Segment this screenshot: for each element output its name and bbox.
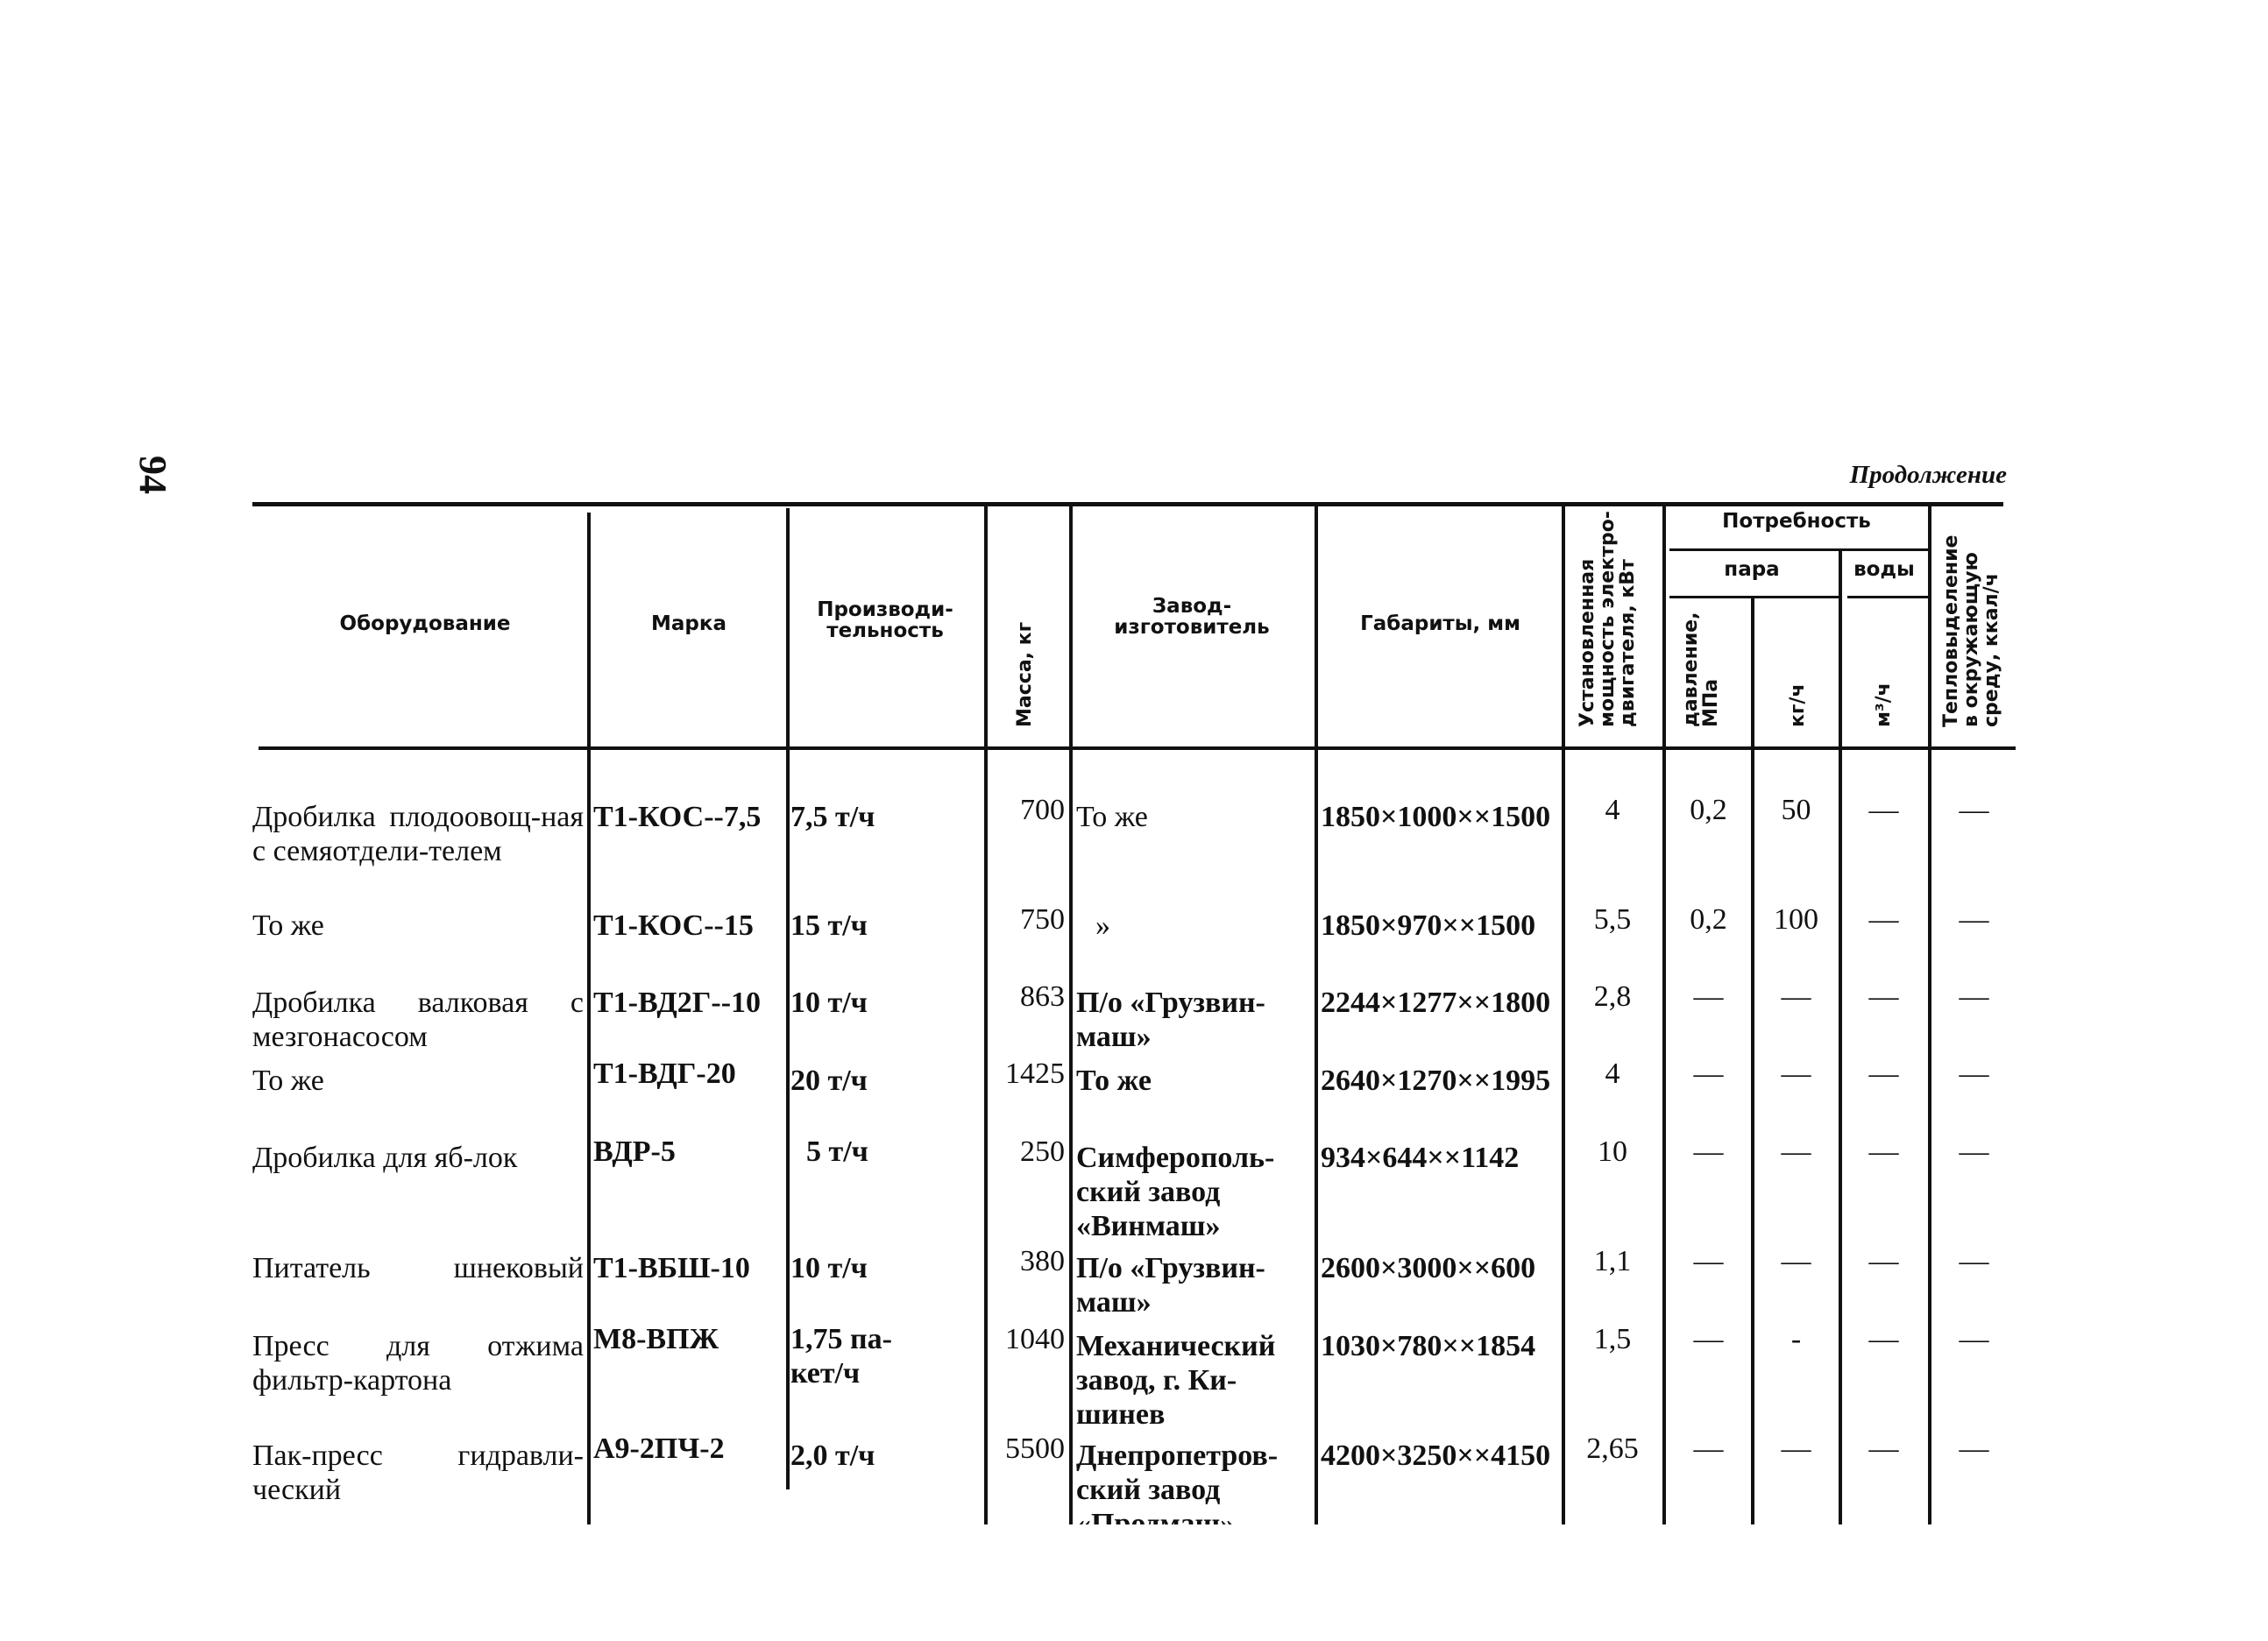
header-steam: пара: [1724, 558, 1780, 581]
table-cell-steam: —: [1781, 1432, 1811, 1465]
table-cell-mass: 1040: [1005, 1323, 1065, 1355]
water-underline: [1847, 596, 1928, 598]
header-water: воды: [1853, 558, 1915, 581]
col-line-4: [1069, 506, 1073, 1524]
bottom-mask: [1069, 1524, 1332, 1577]
table-cell-heat: —: [1959, 1245, 1989, 1277]
table-cell-heat: —: [1959, 1135, 1989, 1168]
col-line-1: [587, 513, 591, 1524]
table-cell-dimensions: 1030×780××1854: [1321, 1330, 1536, 1362]
table-cell-brand: Т1-ВД2Г--10: [593, 987, 762, 1019]
table-cell-power: 4: [1605, 1057, 1620, 1090]
table-cell-dimensions: 2640×1270××1995: [1321, 1065, 1551, 1097]
table-cell-pressure: —: [1693, 1135, 1724, 1168]
page-number: 94: [131, 456, 174, 494]
table-cell-water: —: [1868, 1323, 1899, 1355]
table-cell-water: —: [1868, 903, 1899, 936]
table-cell-equipment: То же: [252, 909, 324, 942]
table-cell-manufacturer: То же: [1076, 801, 1148, 833]
table-cell-water: —: [1868, 1245, 1899, 1277]
table-cell-manufacturer: П/о «Грузвин-маш»: [1076, 1252, 1265, 1319]
table-cell-dimensions: 1850×970××1500: [1321, 909, 1536, 942]
table-cell-manufacturer: То же: [1076, 1065, 1152, 1097]
table-cell-steam: —: [1781, 1245, 1811, 1277]
header-brand: Марка: [650, 612, 726, 635]
table-cell-brand: А9-2ПЧ-2: [593, 1432, 725, 1465]
table-cell-equipment: Дробилка для яб-лок: [252, 1142, 518, 1174]
table-cell-pressure: 0,2: [1690, 794, 1727, 826]
header-m3-per-h: м³/ч: [1873, 683, 1895, 727]
header-heat: Тепловыделение в окружающую среду, ккал/ч: [1940, 534, 2003, 727]
table-cell-pressure: —: [1693, 1057, 1724, 1090]
table-cell-dimensions: 934×644××1142: [1321, 1142, 1520, 1174]
table-cell-capacity: 10 т/ч: [790, 987, 868, 1019]
table-cell-equipment: Дробилка валковая с мезгонасосом: [252, 987, 584, 1053]
table-cell-equipment: Пак-пресс гидравли-ческий: [252, 1439, 584, 1506]
table-cell-heat: —: [1959, 980, 1989, 1013]
table-cell-mass: 380: [1020, 1245, 1065, 1277]
header-kg-per-h: кг/ч: [1787, 683, 1809, 727]
col-line-10: [1928, 506, 1931, 1524]
table-cell-dimensions: 2244×1277××1800: [1321, 987, 1551, 1019]
table-cell-water: —: [1868, 1057, 1899, 1090]
table-cell-steam: -: [1790, 1323, 1802, 1355]
table-cell-water: —: [1868, 1432, 1899, 1465]
table-cell-pressure: —: [1693, 1432, 1724, 1465]
table-cell-brand: Т1-КОС--7,5: [593, 801, 762, 833]
col-line-9: [1839, 550, 1842, 1524]
table-cell-equipment: Дробилка плодоовощ-ная с семяотдели-телем: [252, 801, 584, 867]
table-cell-brand: Т1-ВДГ-20: [593, 1057, 736, 1090]
header-power: Установленная мощность электро-двигателя, кВт: [1577, 511, 1640, 727]
top-rule: [252, 502, 2003, 506]
table-cell-brand: М8-ВПЖ: [593, 1323, 719, 1355]
table-cell-capacity: 20 т/ч: [790, 1065, 868, 1097]
table-cell-brand: Т1-КОС--15: [593, 909, 754, 942]
table-cell-heat: —: [1959, 903, 1989, 936]
table-cell-capacity: 1,75 па-кет/ч: [790, 1323, 892, 1390]
table-cell-dimensions: 4200×3250××4150: [1321, 1439, 1551, 1472]
table-cell-manufacturer: Днепропетров-ский завод: [1076, 1439, 1279, 1506]
table-cell-water: —: [1868, 1135, 1899, 1168]
table-cell-steam: —: [1781, 1135, 1811, 1168]
table-cell-dimensions: 1850×1000××1500: [1321, 801, 1551, 833]
table-cell-steam: —: [1781, 980, 1811, 1013]
table-cell-pressure: —: [1693, 1323, 1724, 1355]
table-cell-power: 4: [1605, 794, 1620, 826]
table-cell-power: 2,65: [1586, 1432, 1639, 1465]
table-cell-steam: 50: [1781, 794, 1811, 826]
table-cell-steam: 100: [1774, 903, 1818, 936]
header-need: Потребность: [1722, 510, 1871, 533]
table-cell-steam: —: [1781, 1057, 1811, 1090]
header-capacity: Производи-тельность: [817, 598, 953, 643]
table-cell-manufacturer: П/о «Грузвин-маш»: [1076, 987, 1265, 1053]
table-cell-mass: 250: [1020, 1135, 1065, 1168]
table-cell-mass: 700: [1020, 794, 1065, 826]
table-cell-heat: —: [1959, 1432, 1989, 1465]
header-pressure: давление, МПа: [1680, 612, 1723, 727]
col-line-3: [984, 506, 988, 1524]
col-line-7: [1662, 506, 1666, 1524]
col-line-5: [1315, 506, 1318, 1524]
table-cell-power: 10: [1598, 1135, 1627, 1168]
table-cell-power: 2,8: [1593, 980, 1632, 1013]
continuation-label: Продолжение: [1849, 461, 2007, 489]
table-cell-brand: ВДР-5: [593, 1135, 676, 1168]
table-cell-manufacturer: Механический завод, г. Ки-шинев: [1076, 1330, 1276, 1431]
table-cell-pressure: —: [1693, 1245, 1724, 1277]
header-equipment: Оборудование: [339, 612, 511, 635]
table-cell-mass: 863: [1020, 980, 1065, 1013]
need-underline: [1669, 548, 1928, 551]
table-cell-capacity: 7,5 т/ч: [790, 801, 875, 833]
table-cell-dimensions: 2600×3000××600: [1321, 1252, 1536, 1284]
table-cell-water: —: [1868, 980, 1899, 1013]
table-cell-capacity: 5 т/ч: [806, 1135, 868, 1168]
col-line-6: [1562, 506, 1565, 1524]
table-cell-mass: 5500: [1005, 1432, 1065, 1465]
table-cell-equipment: То же: [252, 1065, 324, 1097]
table-cell-power: 1,1: [1593, 1245, 1632, 1277]
table-cell-equipment: Питатель шнековый: [252, 1252, 584, 1284]
table-cell-equipment: Пресс для отжима фильтр-картона: [252, 1330, 584, 1397]
table-cell-water: —: [1868, 794, 1899, 826]
header-mass: Масса, кг: [1014, 621, 1036, 727]
table-cell-mass: 1425: [1005, 1057, 1065, 1090]
table-cell-heat: —: [1959, 794, 1989, 826]
table-cell-power: 5,5: [1593, 903, 1632, 936]
table-cell-brand: Т1-ВБШ-10: [593, 1252, 750, 1284]
table-cell-power: 1,5: [1593, 1323, 1632, 1355]
table-cell-capacity: 15 т/ч: [790, 909, 868, 942]
table-cell-mass: 750: [1020, 903, 1065, 936]
table-cell-manufacturer: Симферополь-ский завод «Винмаш»: [1076, 1142, 1275, 1242]
table-cell-pressure: —: [1693, 980, 1724, 1013]
table-cell-heat: —: [1959, 1057, 1989, 1090]
header-manufacturer: Завод-изготовитель: [1114, 595, 1270, 640]
table-cell-heat: —: [1959, 1323, 1989, 1355]
table-cell-capacity: 10 т/ч: [790, 1252, 868, 1284]
header-dimensions: Габариты, мм: [1360, 612, 1520, 635]
col-line-2: [786, 508, 790, 1489]
table-cell-manufacturer: »: [1095, 909, 1110, 942]
table-cell-capacity: 2,0 т/ч: [790, 1439, 875, 1472]
table-cell-pressure: 0,2: [1690, 903, 1727, 936]
